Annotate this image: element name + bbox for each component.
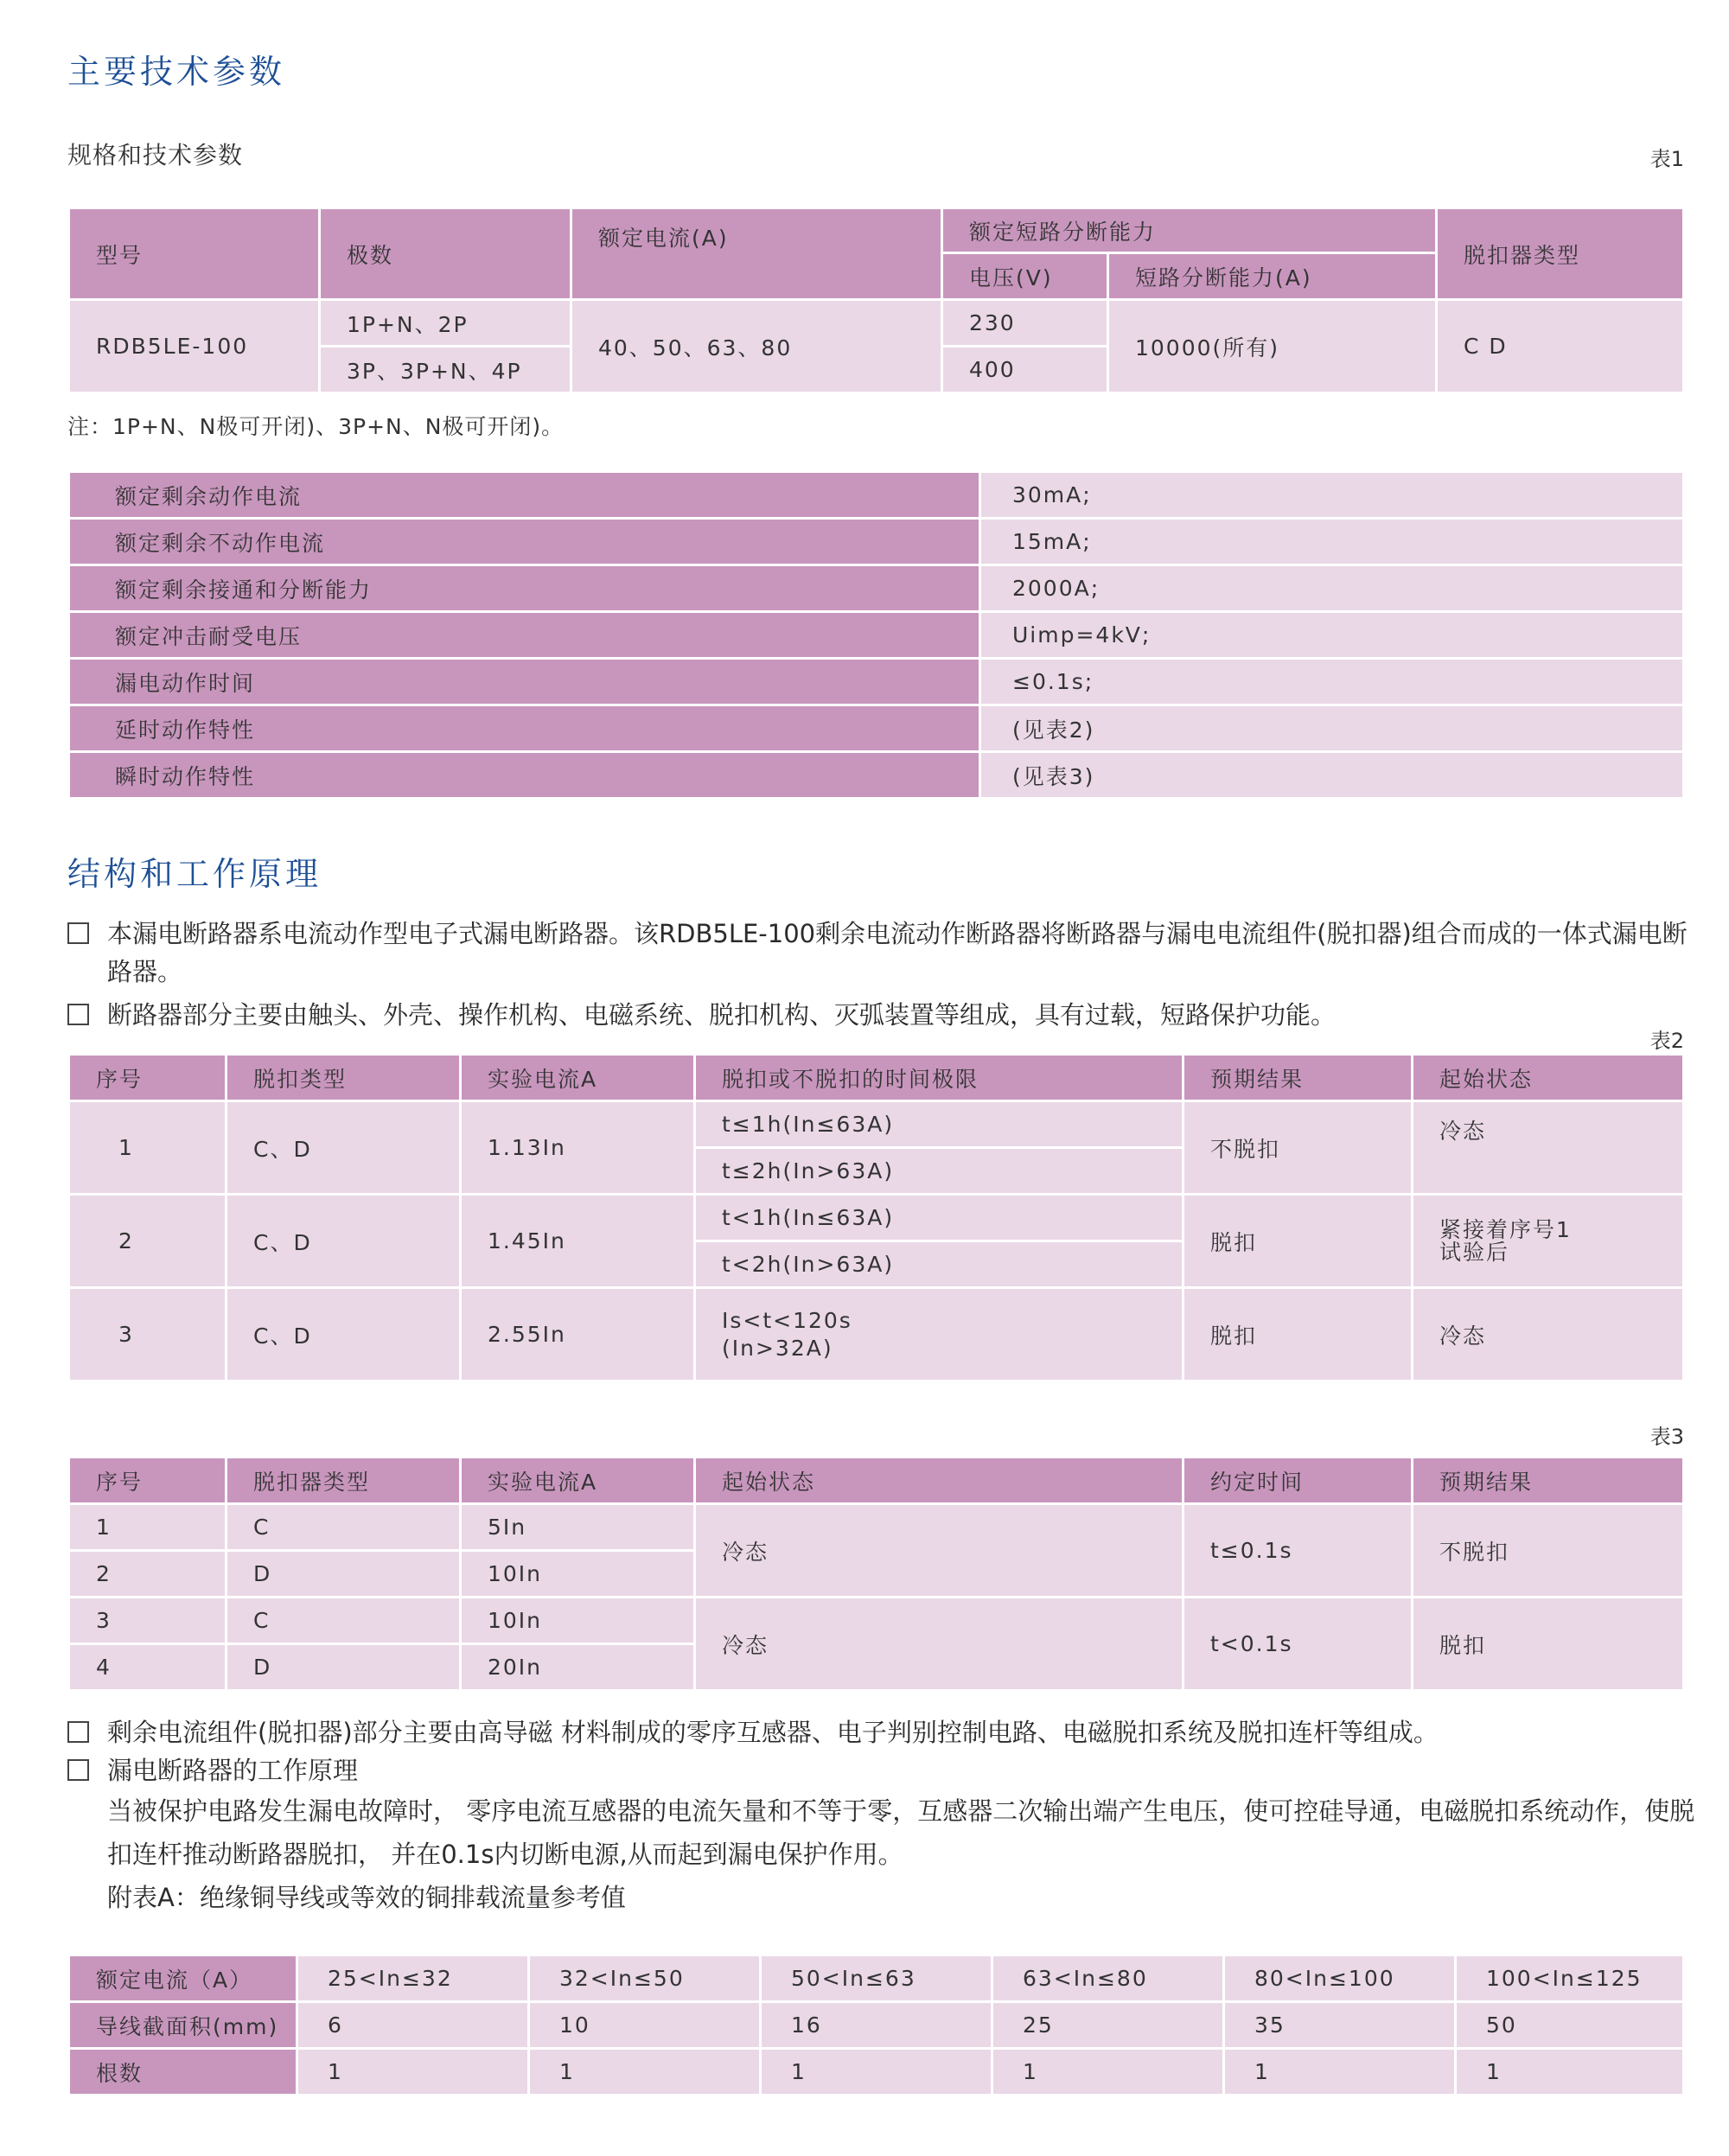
param-value: 15mA;: [980, 519, 1684, 565]
t3-header: 预期结果: [1413, 1458, 1684, 1504]
t3-time: t<0.1s: [1184, 1598, 1413, 1691]
ta-current: 32<In≤50: [529, 1955, 761, 2002]
t2-state-line: 试验后: [1439, 1239, 1510, 1265]
param-value: Uimp=4kV;: [980, 612, 1684, 659]
t3-no: 1: [69, 1504, 226, 1551]
spec-subtitle: 规格和技术参数: [67, 141, 244, 169]
t3-current: 5In: [461, 1504, 695, 1551]
t2-limit: t≤1h(In≤63A): [695, 1101, 1184, 1148]
bullet-item: [67, 1713, 1693, 1751]
header-breaking-capacity: 短路分断能力(A): [1108, 253, 1437, 300]
param-value: 30mA;: [980, 472, 1684, 519]
table1-label: 表1: [1649, 147, 1684, 171]
t3-no: 2: [69, 1551, 226, 1598]
cell-breaking-capacity: 10000(所有): [1108, 300, 1437, 393]
param-name: 额定剩余不动作电流: [69, 519, 980, 565]
ta-section: 25: [992, 2002, 1224, 2049]
t2-no: 3: [69, 1288, 226, 1381]
checkbox-square-icon: [67, 1004, 89, 1025]
param-name: 额定剩余动作电流: [69, 472, 980, 519]
header-poles: 极数: [320, 208, 571, 300]
t2-state: [1413, 1195, 1684, 1288]
t3-header: 起始状态: [695, 1458, 1184, 1504]
header-rated-current: 额定电流(A): [571, 208, 942, 300]
section-title-structure: 结构和工作原理: [67, 855, 322, 893]
ta-count: 1: [529, 2049, 761, 2095]
bullet-text: 剩余电流组件(脱扣器)部分主要由高导磁 材料制成的零序互感器、电子判别控制电路、电磁脱扣系统及脱扣连杆等组成。: [107, 1718, 1439, 1747]
bullet-item: [67, 915, 1693, 991]
header-voltage: 电压(V): [942, 253, 1108, 300]
param-name: 瞬时动作特性: [69, 752, 980, 799]
param-value: (见表3): [980, 752, 1684, 799]
t2-header: 脱扣或不脱扣的时间极限: [695, 1055, 1184, 1101]
t2-state-line: 紧接着序号1: [1439, 1216, 1572, 1242]
cell-voltage-2: 400: [942, 347, 1108, 393]
ta-count: 1: [1456, 2049, 1684, 2095]
ta-current: 63<In≤80: [992, 1955, 1224, 2002]
t3-result: 脱扣: [1413, 1598, 1684, 1691]
checkbox-square-icon: [67, 922, 89, 944]
header-release-type: 脱扣器类型: [1437, 208, 1684, 300]
bullet-text: 漏电断路器的工作原理: [107, 1756, 359, 1785]
t2-result: 脱扣: [1184, 1195, 1413, 1288]
cell-poles-1: 1P+N、2P: [320, 300, 571, 347]
t2-state: 冷态: [1413, 1288, 1684, 1381]
table2-label: 表2: [1649, 1029, 1684, 1053]
ta-row-header: 额定电流（A）: [69, 1955, 297, 2002]
ta-count: 1: [992, 2049, 1224, 2095]
param-name: 额定剩余接通和分断能力: [69, 565, 980, 612]
cell-poles-2: 3P、3P+N、4P: [320, 347, 571, 393]
cell-release-type: C D: [1437, 300, 1684, 393]
ta-section: 50: [1456, 2002, 1684, 2049]
t2-current: 1.13In: [461, 1101, 695, 1195]
param-value: 2000A;: [980, 565, 1684, 612]
checkbox-square-icon: [67, 1721, 89, 1743]
ta-section: 35: [1224, 2002, 1456, 2049]
cell-voltage-1: 230: [942, 300, 1108, 347]
param-name: 延时动作特性: [69, 705, 980, 752]
t3-type: D: [226, 1644, 461, 1691]
spec-table: [67, 207, 1685, 394]
ta-current: 100<In≤125: [1456, 1955, 1684, 2002]
t3-header: 序号: [69, 1458, 226, 1504]
checkbox-square-icon: [67, 1759, 89, 1781]
principle-paragraph: 当被保护电路发生漏电故障时， 零序电流互感器的电流矢量和不等于零，互感器二次输出端产生电压，使可控硅导通，电磁脱扣系统动作，使脱扣连杆推动断路器脱扣， 并在0.1s内切断电源,从而起到漏电保护作用。: [107, 1796, 1695, 1869]
t3-type: C: [226, 1598, 461, 1644]
t2-result: 不脱扣: [1184, 1101, 1413, 1195]
header-model: 型号: [69, 208, 320, 300]
t2-current: 1.45In: [461, 1195, 695, 1288]
ta-row-header: 根数: [69, 2049, 297, 2095]
param-name: 额定冲击耐受电压: [69, 612, 980, 659]
t3-current: 20In: [461, 1644, 695, 1691]
t2-header: 脱扣类型: [226, 1055, 461, 1101]
ta-count: 1: [297, 2049, 529, 2095]
t3-result: 不脱扣: [1413, 1504, 1684, 1598]
params-table: [67, 470, 1685, 800]
param-value: (见表2): [980, 705, 1684, 752]
appendix-table: [67, 1954, 1685, 2096]
ta-section: 10: [529, 2002, 761, 2049]
ta-count: 1: [761, 2049, 992, 2095]
t3-no: 4: [69, 1644, 226, 1691]
t2-limit-line: Is<t<120s: [722, 1307, 852, 1333]
t2-limit: [695, 1288, 1184, 1381]
instant-table: [67, 1456, 1685, 1692]
t3-time: t≤0.1s: [1184, 1504, 1413, 1598]
t2-header: 实验电流A: [461, 1055, 695, 1101]
bullet-item: [67, 1751, 1693, 1789]
t2-limit: t<2h(In>63A): [695, 1241, 1184, 1288]
t2-type: C、D: [226, 1101, 461, 1195]
param-name: 漏电动作时间: [69, 659, 980, 705]
t2-current: 2.55In: [461, 1288, 695, 1381]
t2-state: 冷态: [1413, 1101, 1684, 1195]
bullet-text: 断路器部分主要由触头、外壳、操作机构、电磁系统、脱扣机构、灭弧装置等组成，具有过载，短路保护功能。: [107, 1000, 1337, 1030]
t3-type: D: [226, 1551, 461, 1598]
t2-header: 预期结果: [1184, 1055, 1413, 1101]
ta-section: 6: [297, 2002, 529, 2049]
t2-no: 2: [69, 1195, 226, 1288]
bullet-text: 本漏电断路器系电流动作型电子式漏电断路器。该RDB5LE-100剩余电流动作断路器将断路器与漏电电流组件(脱扣器)组合而成的一体式漏电断路器。: [107, 919, 1688, 986]
bullet-item: [67, 996, 1693, 1034]
t2-type: C、D: [226, 1195, 461, 1288]
section-title-main: 主要技术参数: [67, 53, 286, 91]
ta-section: 16: [761, 2002, 992, 2049]
cell-model: RDB5LE-100: [69, 300, 320, 393]
t2-limit: t<1h(In≤63A): [695, 1195, 1184, 1241]
t2-result: 脱扣: [1184, 1288, 1413, 1381]
t3-current: 10In: [461, 1598, 695, 1644]
ta-current: 25<In≤32: [297, 1955, 529, 2002]
t3-header: 脱扣器类型: [226, 1458, 461, 1504]
delay-table: [67, 1053, 1685, 1382]
ta-row-header: 导线截面积(mm): [69, 2002, 297, 2049]
t2-no: 1: [69, 1101, 226, 1195]
t2-limit-line: (In>32A): [722, 1335, 833, 1361]
header-short-circuit: 额定短路分断能力: [942, 208, 1437, 253]
t3-state: 冷态: [695, 1598, 1184, 1691]
cell-rated-current: 40、50、63、80: [571, 300, 942, 393]
t3-no: 3: [69, 1598, 226, 1644]
appendix-caption: 附表A：绝缘铜导线或等效的铜排载流量参考值: [107, 1883, 626, 1912]
table3-label: 表3: [1649, 1425, 1684, 1449]
ta-count: 1: [1224, 2049, 1456, 2095]
t2-limit: t≤2h(In>63A): [695, 1148, 1184, 1195]
t3-header: 约定时间: [1184, 1458, 1413, 1504]
t2-type: C、D: [226, 1288, 461, 1381]
param-value: ≤0.1s;: [980, 659, 1684, 705]
ta-current: 50<In≤63: [761, 1955, 992, 2002]
ta-current: 80<In≤100: [1224, 1955, 1456, 2002]
t2-header: 起始状态: [1413, 1055, 1684, 1101]
t3-state: 冷态: [695, 1504, 1184, 1598]
t3-header: 实验电流A: [461, 1458, 695, 1504]
t2-header: 序号: [69, 1055, 226, 1101]
t3-current: 10In: [461, 1551, 695, 1598]
t3-type: C: [226, 1504, 461, 1551]
spec-note: 注：1P+N、N极可开闭)、3P+N、N极可开闭)。: [67, 414, 565, 439]
